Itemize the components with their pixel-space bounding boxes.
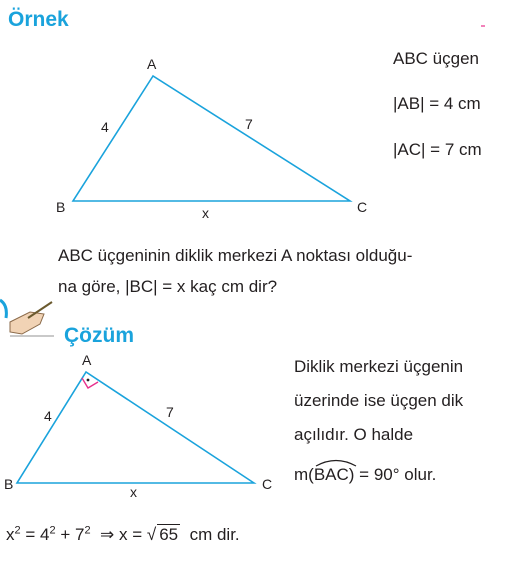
angle-prefix: m( <box>294 465 314 484</box>
final-equation <box>6 525 240 545</box>
eq-mid: + 7 <box>60 525 85 544</box>
right-angle-mark <box>82 378 98 388</box>
question-line-1: ABC üçgeninin diklik merkezi A noktası olduğu- <box>58 246 413 265</box>
sqrt-sign: √ <box>146 525 157 544</box>
side-ab-label: 4 <box>101 119 109 135</box>
eq-sq-2: 2 <box>49 524 56 537</box>
vertex-a: A <box>147 56 157 72</box>
angle-suffix: ) = 90° olur. <box>348 465 437 484</box>
pencil-hand-icon <box>0 300 54 336</box>
sol-side-ac-label: 7 <box>166 404 174 420</box>
eq-post: cm dir. <box>189 525 240 544</box>
sol-side-bc-label: x <box>130 484 137 500</box>
eq-mid2: ⇒ x = <box>100 525 147 544</box>
arc-symbol <box>314 457 360 467</box>
explain-1: Diklik merkezi üçgenin <box>294 357 464 376</box>
given-1: ABC üçgen <box>393 49 479 68</box>
side-ac-label: 7 <box>245 116 253 132</box>
angle-statement <box>294 465 436 485</box>
given-3: |AC| = 7 cm <box>393 140 482 159</box>
side-bc-label: x <box>202 205 209 221</box>
solution-heading: Çözüm <box>64 324 134 347</box>
explain-2: üzerinde ise üçgen dik <box>294 391 464 410</box>
sol-vertex-a: A <box>82 352 92 368</box>
eq-sq-3: 2 <box>84 524 91 537</box>
vertex-c: C <box>357 199 368 215</box>
eq-sq-1: 2 <box>14 524 21 537</box>
question-line-2: na göre, |BC| = x kaç cm dir? <box>58 277 278 296</box>
vertex-b: B <box>56 199 66 215</box>
sol-vertex-c: C <box>262 476 273 492</box>
given-2: |AB| = 4 cm <box>393 94 481 113</box>
angle-name-wrap <box>314 465 349 485</box>
sol-vertex-b: B <box>4 476 14 492</box>
sol-side-ab-label: 4 <box>44 408 52 424</box>
solution-triangle <box>17 372 254 483</box>
example-heading: Örnek <box>8 8 69 31</box>
eq-pre: = 4 <box>25 525 50 544</box>
eq-x: x <box>6 525 15 544</box>
explain-3: açılıdır. O halde <box>294 425 414 444</box>
eq-root: 65 <box>159 525 179 544</box>
example-triangle <box>73 76 350 201</box>
angle-name: BAC <box>313 465 349 484</box>
